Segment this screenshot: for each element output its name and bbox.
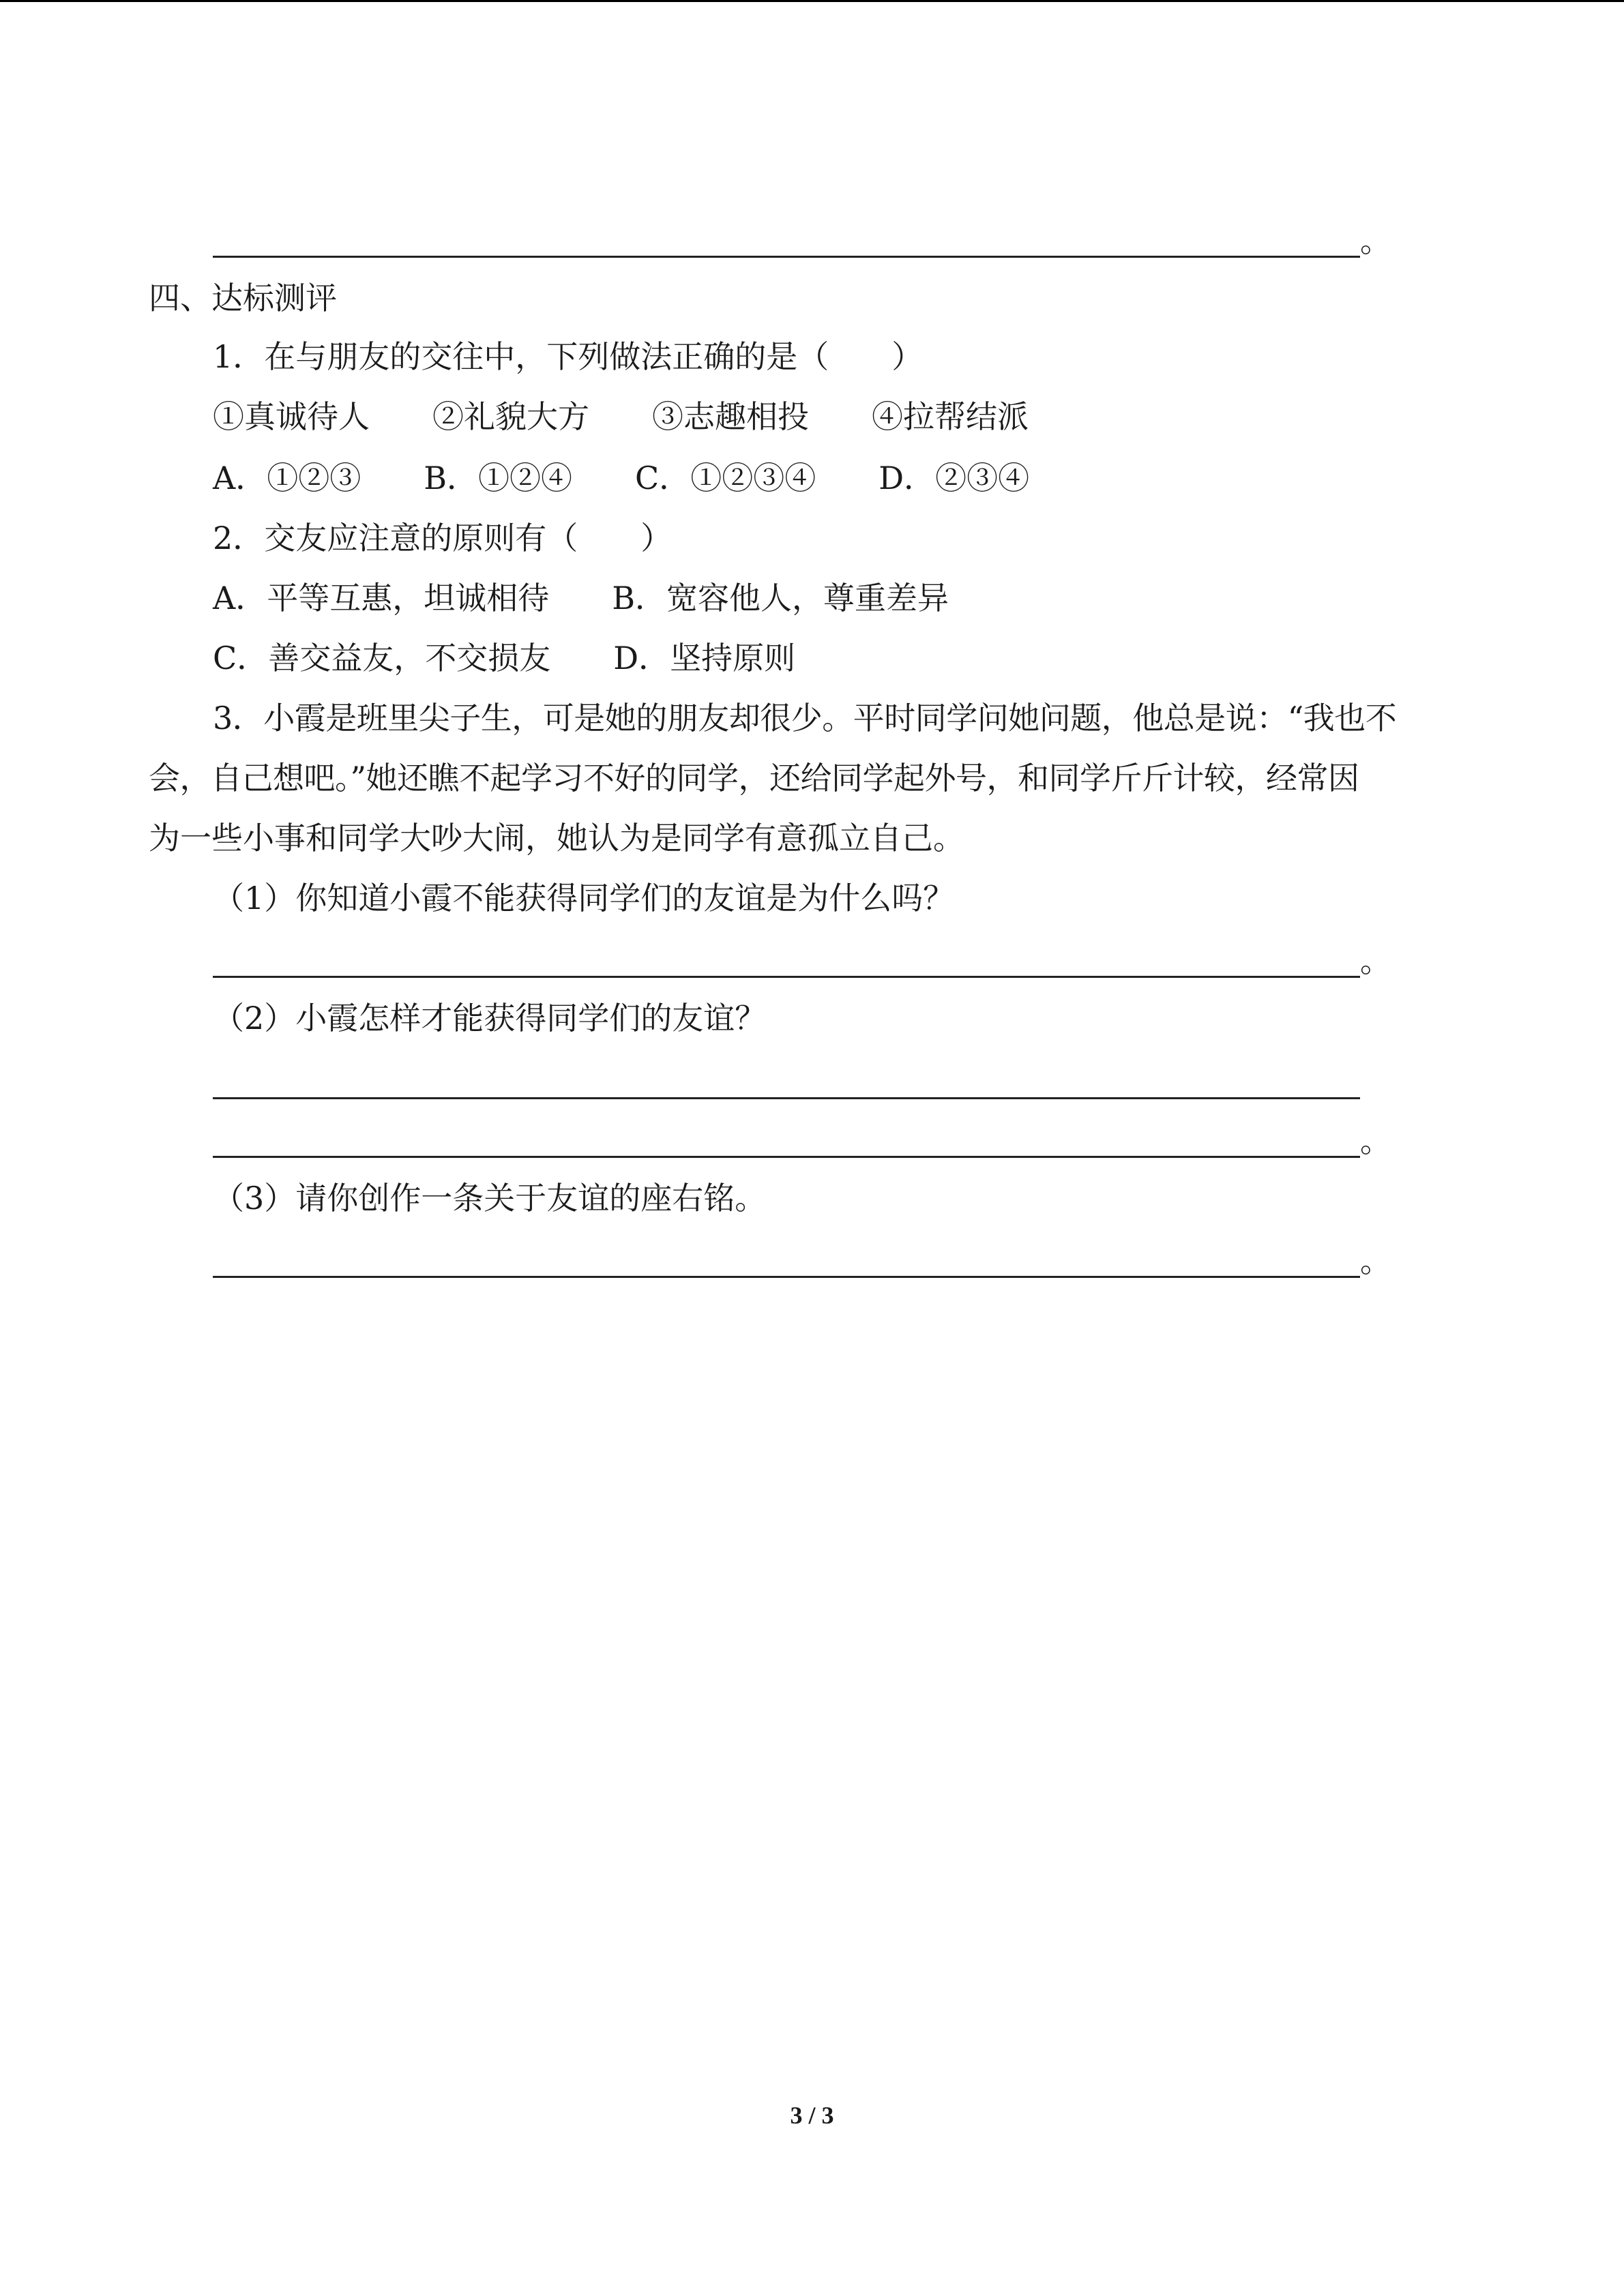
q3-sub2-period: 。 (1360, 1122, 1391, 1159)
q2-options-row1: A．平等互惠，坦诚相待 B．宽容他人，尊重差异 (213, 580, 949, 616)
q3-sub3: （3）请你创作一条关于友谊的座右铭。 (213, 1180, 767, 1217)
answer-line-top[interactable] (213, 215, 1360, 258)
q3-sub1-answer-line[interactable] (213, 935, 1360, 978)
q3-sub2: （2）小霞怎样才能获得同学们的友谊？ (213, 1000, 767, 1037)
q2-stem: 2．交友应注意的原则有（ ） (213, 520, 673, 556)
q2-options-row2: C．善交益友，不交损友 D．坚持原则 (213, 640, 796, 676)
q3-sub3-period: 。 (1360, 1242, 1391, 1279)
q3-sub1: （1）你知道小霞不能获得同学们的友谊是为什么吗？ (213, 880, 955, 916)
q1-items: ①真诚待人 ②礼貌大方 ③志趣相投 ④拉帮结派 (213, 398, 1029, 435)
q3-sub1-period: 。 (1360, 942, 1391, 979)
section-heading: 四、达标测评 (149, 280, 337, 316)
page-number: 3 / 3 (790, 2102, 834, 2129)
q3-passage-line2: 会，自己想吧。”她还瞧不起学习不好的同学，还给同学起外号，和同学斤斤计较，经常因 (149, 760, 1359, 796)
q3-sub3-answer-line[interactable] (213, 1235, 1360, 1278)
q3-sub2-answer-line-2[interactable] (213, 1115, 1360, 1158)
q1-stem: 1．在与朋友的交往中，下列做法正确的是（ ） (213, 338, 924, 375)
q3-sub2-answer-line-1[interactable] (213, 1056, 1360, 1099)
answer-line-top-period: 。 (1360, 222, 1391, 259)
q3-passage-line3: 为一些小事和同学大吵大闹，她认为是同学有意孤立自己。 (149, 820, 964, 856)
q3-passage-line1: 3．小霞是班里尖子生，可是她的朋友却很少。平时同学问她问题，他总是说：“我也不 (213, 700, 1397, 736)
q1-options: A．①②③ B．①②④ C．①②③④ D．②③④ (213, 460, 1030, 496)
